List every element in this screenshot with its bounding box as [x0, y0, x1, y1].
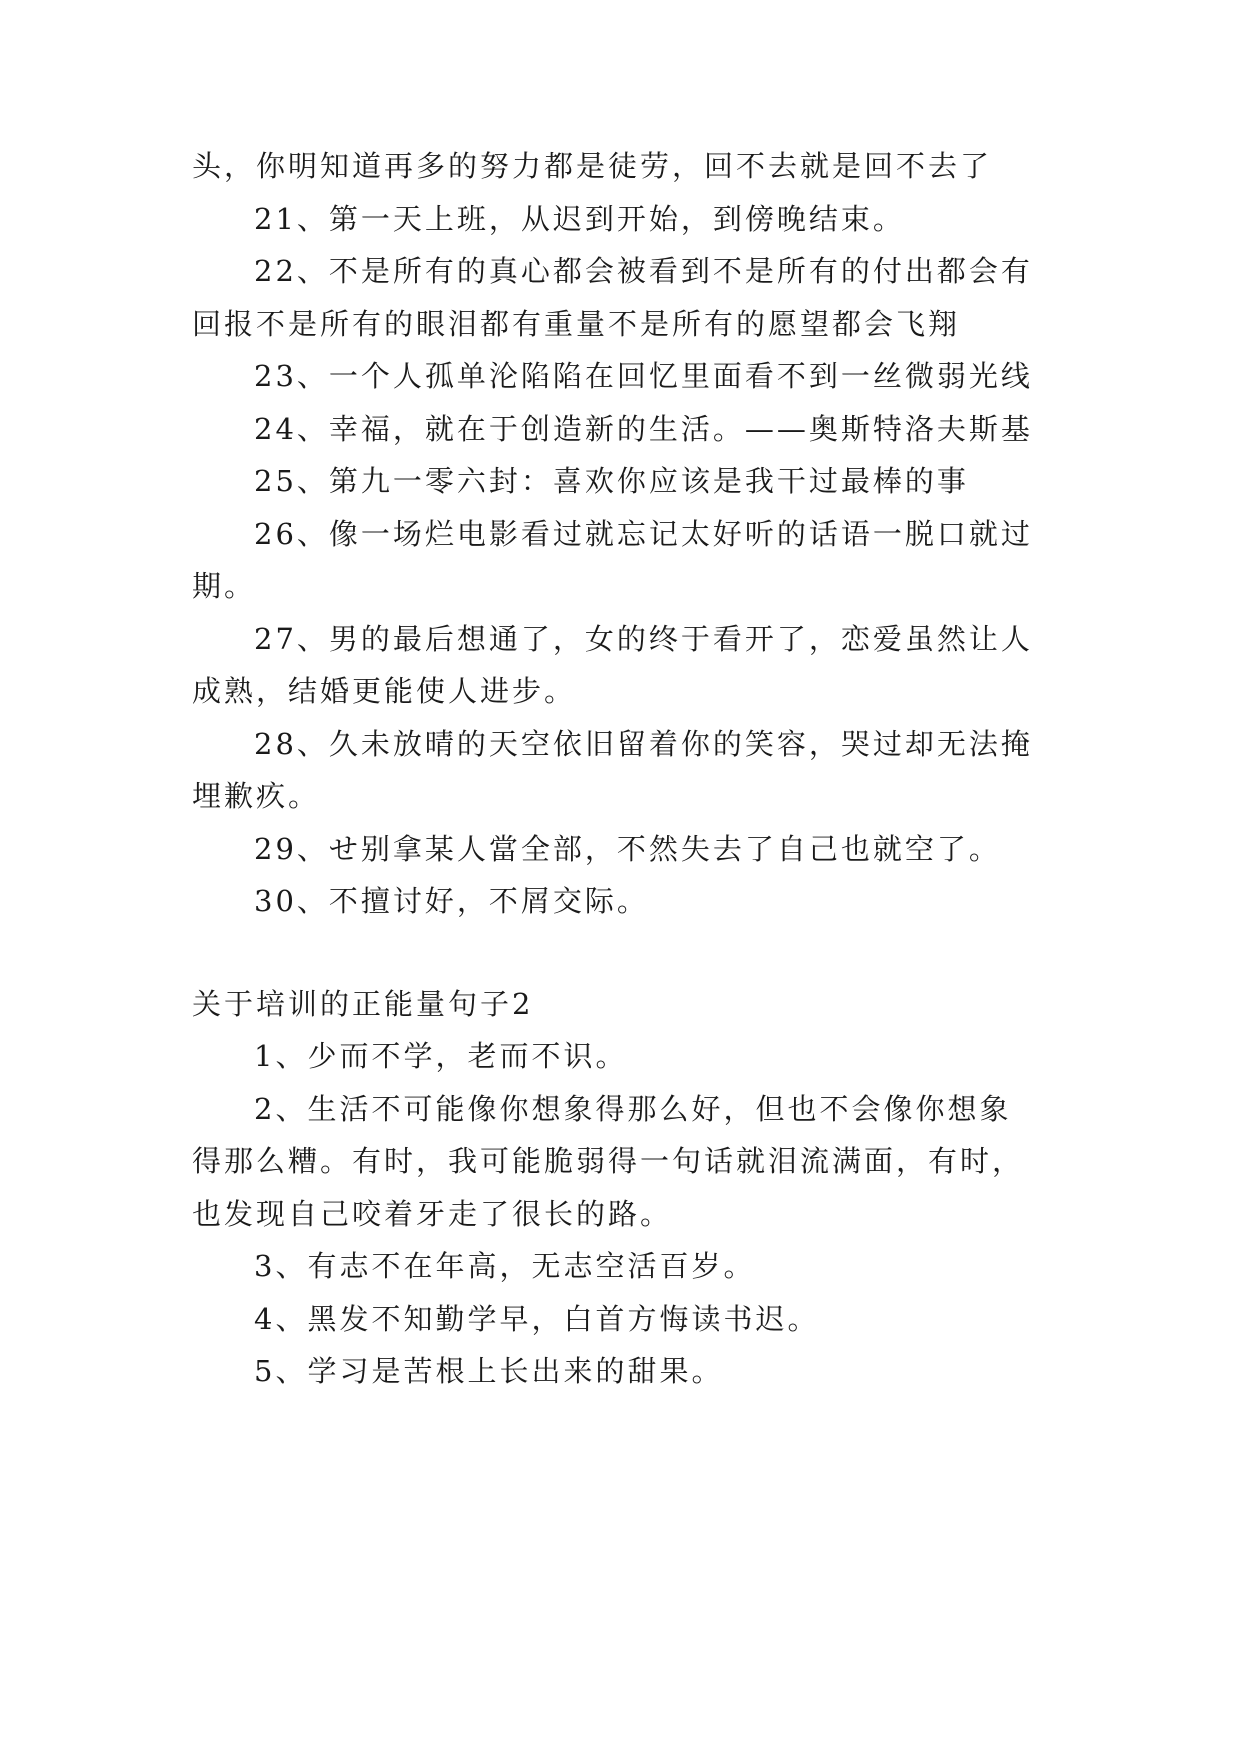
list-item-26: 26、像一场烂电影看过就忘记太好听的话语一脱口就过 [254, 517, 1033, 551]
list-item-27: 27、男的最后想通了，女的终于看开了，恋爱虽然让人 [254, 622, 1033, 656]
list-item-3: 3、有志不在年高，无志空活百岁。 [254, 1249, 756, 1283]
list-item-23: 23、一个人孤单沦陷陷在回忆里面看不到一丝微弱光线 [254, 359, 1033, 393]
list-item-4: 4、黑发不知勤学早，白首方悔读书迟。 [254, 1302, 820, 1336]
list-item-1: 1、少而不学，老而不识。 [254, 1039, 628, 1073]
text-line: 得那么糟。有时，我可能脆弱得一句话就泪流满面，有时， [192, 1144, 1025, 1178]
list-item-28: 28、久未放晴的天空依旧留着你的笑容，哭过却无法掩 [254, 727, 1033, 761]
text-line: 头，你明知道再多的努力都是徒劳，回不去就是回不去了 [192, 149, 993, 183]
list-item-5: 5、学习是苦根上长出来的甜果。 [254, 1354, 724, 1388]
list-item-24: 24、幸福，就在于创造新的生活。——奥斯特洛夫斯基 [254, 412, 1033, 446]
list-item-2: 2、生活不可能像你想象得那么好，但也不会像你想象 [254, 1092, 1012, 1126]
list-item-25: 25、第九一零六封：喜欢你应该是我干过最棒的事 [254, 464, 969, 498]
list-item-21: 21、第一天上班，从迟到开始，到傍晚结束。 [254, 202, 905, 236]
text-line: 埋歉疚。 [192, 779, 321, 813]
section-heading: 关于培训的正能量句子2 [192, 987, 534, 1021]
list-item-22: 22、不是所有的真心都会被看到不是所有的付出都会有 [254, 254, 1033, 288]
text-line: 回报不是所有的眼泪都有重量不是所有的愿望都会飞翔 [192, 307, 961, 341]
list-item-30: 30、不擅讨好，不屑交际。 [254, 884, 649, 918]
text-line: 期。 [192, 569, 257, 603]
list-item-29: 29、せ别拿某人當全部，不然失去了自己也就空了。 [254, 832, 1001, 866]
text-line: 也发现自己咬着牙走了很长的路。 [192, 1197, 673, 1231]
text-line: 成熟，结婚更能使人进步。 [192, 674, 577, 708]
